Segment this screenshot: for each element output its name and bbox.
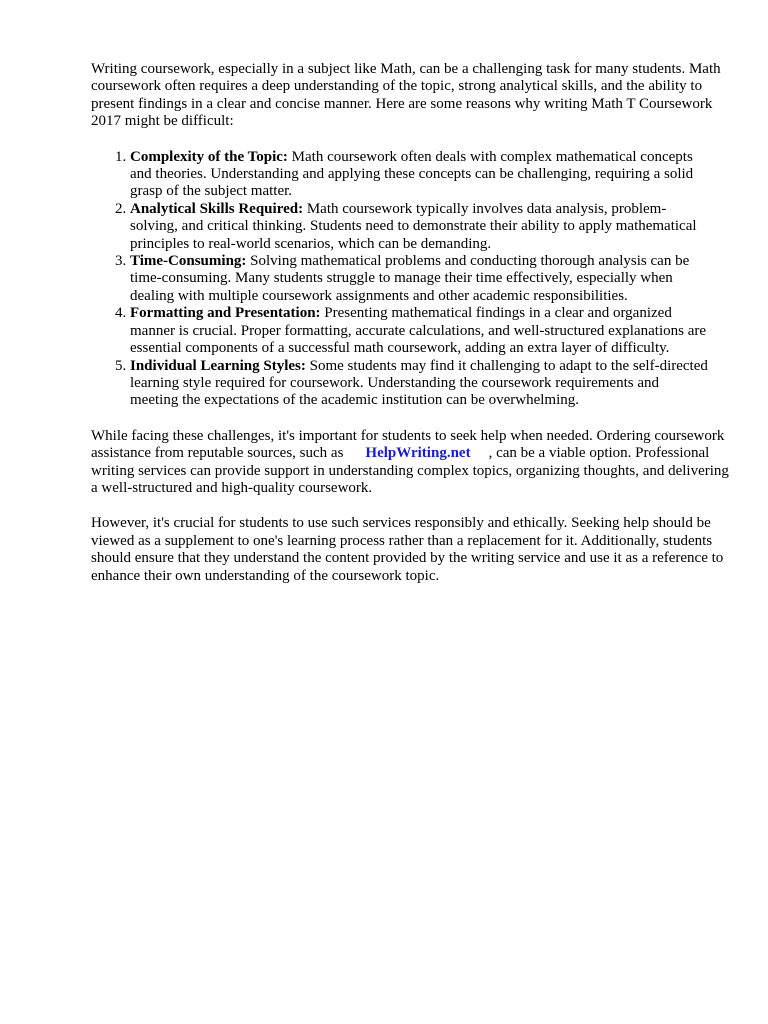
list-item-term: Individual Learning Styles: [130, 357, 306, 374]
list-item-term: Formatting and Presentation: [130, 305, 321, 322]
list-item-term: Analytical Skills Required: [130, 200, 304, 217]
help-paragraph [91, 428, 731, 498]
list-item-text: Math coursework typically involves data analysis, problem-solving, and critical thinking. Students need to demonstrate their ability to apply mathematical principles to real-world scenarios, which can be demanding. [130, 200, 697, 252]
help-paragraph-after: , can be a viable option. Professional writing services can provide support in understanding complex topics, organizing thoughts, and delivering a well-structured and high-quality coursework. [91, 445, 729, 496]
list-item-text: Solving mathematical problems and conducting thorough analysis can be time-consuming. Many students struggle to manage their time effectively, especially when dealing with multiple coursework assignments and other academic responsibilities. [130, 253, 690, 304]
reasons-list [91, 149, 710, 410]
list-item-term: Complexity of the Topic: [130, 148, 288, 165]
list-item [130, 358, 710, 410]
list-item-term: Time-Consuming: [130, 253, 247, 270]
list-item-text: Math coursework often deals with complex mathematical concepts and theories. Understanding and applying these concepts can be challenging, requiring a solid grasp of the subject matter. [130, 148, 694, 200]
list-item [130, 201, 710, 253]
list-item [130, 149, 710, 201]
helpwriting-link[interactable]: HelpWriting.net [365, 445, 471, 462]
document-body [91, 61, 731, 603]
closing-paragraph: However, it's crucial for students to use such services responsibly and ethically. Seeking help should be viewed as a supplement to one's learning process rather than a replacement for it. Additionally, students should ensure that they understand the content provided by the writing service and use it as a reference to enhance their own understanding of the coursework topic. [91, 515, 724, 584]
list-item [130, 253, 710, 305]
list-item [130, 305, 710, 357]
list-item-text: Some students may find it challenging to adapt to the self-directed learning style required for coursework. Understanding the coursework requirements and meeting the expectations of the academic institution can be overwhelming. [130, 357, 708, 409]
list-item-text: Presenting mathematical findings in a clear and organized manner is crucial. Proper formatting, accurate calculations, and well-structured explanations are essential components of a successful math coursework, adding an extra layer of difficulty. [130, 305, 707, 357]
intro-paragraph: Writing coursework, especially in a subject like Math, can be a challenging task for many students. Math coursework often requires a deep understanding of the topic, strong analytical skills, and the ability to present findings in a clear and concise manner. Here are some reasons why writing Math T Coursework 2017 might be difficult: [91, 61, 721, 130]
help-paragraph-before: While facing these challenges, it's important for students to seek help when needed. Ordering coursework assistance from reputable sources, such as [91, 427, 725, 462]
